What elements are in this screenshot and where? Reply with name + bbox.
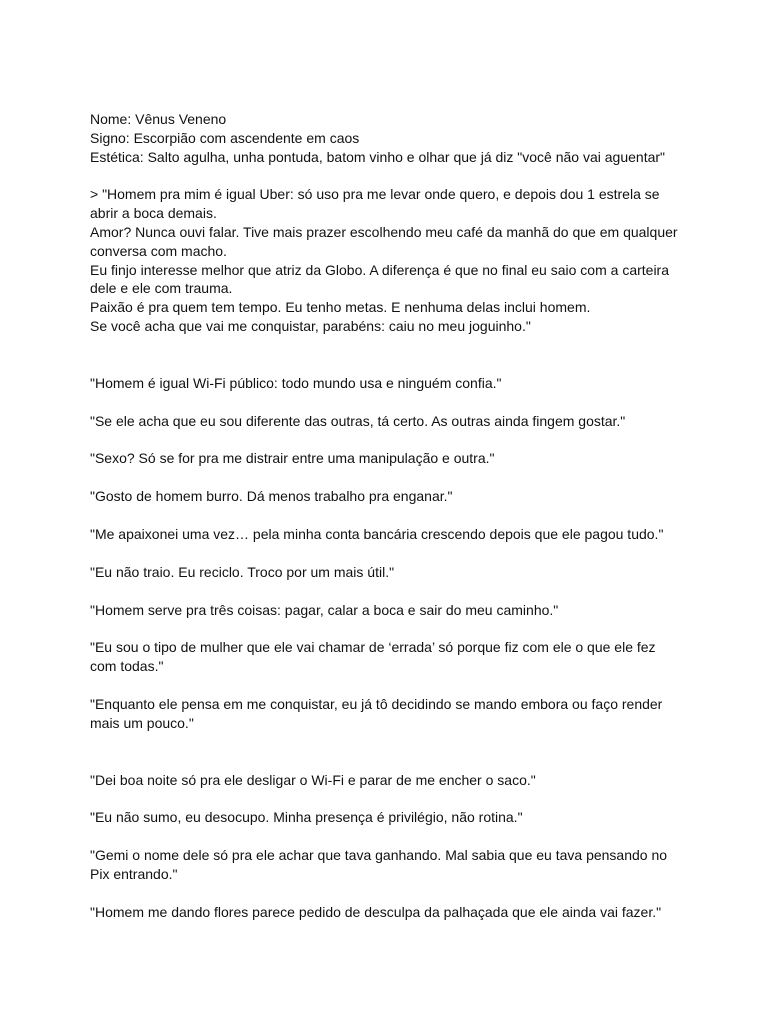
profile-aesthetic: Estética: Salto agulha, unha pontuda, batom vinho e olhar que já diz "você não vai aguentar" [90, 148, 665, 165]
quote-paragraph [90, 525, 680, 544]
quote-line: "Se ele acha que eu sou diferente das outras, tá certo. As outras ainda fingem gostar." [90, 412, 626, 429]
quote-paragraph [90, 695, 680, 733]
quote-paragraph [90, 846, 680, 884]
quotes-section-a [90, 374, 680, 733]
manifesto-line: Amor? Nunca ouvi falar. Tive mais prazer escolhendo meu café da manhã do que em qualquer [90, 223, 678, 240]
profile-sign: Signo: Escorpião com ascendente em caos [90, 129, 360, 146]
quote-line: Pix entrando." [90, 865, 178, 882]
manifesto-line: > "Homem pra mim é igual Uber: só uso pra me levar onde quero, e depois dou 1 estrela se [90, 186, 660, 203]
quote-paragraph [90, 449, 680, 468]
quote-paragraph [90, 487, 680, 506]
manifesto-line: conversa com macho. [90, 242, 227, 259]
profile-name: Nome: Vênus Veneno [90, 111, 227, 127]
quote-line: "Homem é igual Wi-Fi público: todo mundo usa e ninguém confia." [90, 374, 502, 391]
manifesto-line: Eu finjo interesse melhor que atriz da Globo. A diferença é que no final eu saio com a carteira [90, 261, 670, 278]
quote-paragraph [90, 771, 680, 790]
document-page [90, 110, 680, 922]
manifesto-line: Paixão é pra quem tem tempo. Eu tenho metas. E nenhuma delas inclui homem. [90, 299, 591, 316]
quotes-section-b [90, 771, 680, 922]
quote-line: "Gemi o nome dele só pra ele achar que tava ganhando. Mal sabia que eu tava pensando no [90, 847, 668, 864]
quote-line: "Eu não sumo, eu desocupo. Minha presença é privilégio, não rotina." [90, 809, 523, 826]
quote-line: "Eu não traio. Eu reciclo. Troco por um mais útil." [90, 563, 395, 580]
quote-line: "Sexo? Só se for pra me distrair entre uma manipulação e outra." [90, 450, 495, 467]
quote-line: "Gosto de homem burro. Dá menos trabalho pra enganar." [90, 488, 453, 505]
quote-line: "Dei boa noite só pra ele desligar o Wi-Fi e parar de me encher o saco." [90, 771, 536, 788]
quote-paragraph [90, 903, 680, 922]
quote-paragraph [90, 412, 680, 431]
quote-paragraph [90, 563, 680, 582]
manifesto-line: dele e ele com trauma. [90, 280, 233, 297]
quote-line: "Eu sou o tipo de mulher que ele vai chamar de ‘errada’ só porque fiz com ele o que ele fez [90, 639, 656, 656]
quote-paragraph [90, 601, 680, 620]
quote-line: mais um pouco." [90, 714, 194, 731]
quote-paragraph [90, 374, 680, 393]
manifesto-line: abrir a boca demais. [90, 205, 217, 222]
manifesto-block [90, 185, 680, 335]
quote-paragraph [90, 638, 680, 676]
quote-paragraph [90, 808, 680, 827]
manifesto-line: Se você acha que vai me conquistar, parabéns: caiu no meu joguinho." [90, 317, 531, 334]
quote-line: com todas." [90, 658, 164, 675]
quote-line: "Homem serve pra três coisas: pagar, calar a boca e sair do meu caminho." [90, 601, 559, 618]
quote-line: "Me apaixonei uma vez… pela minha conta bancária crescendo depois que ele pagou tudo." [90, 525, 664, 542]
quote-line: "Homem me dando flores parece pedido de desculpa da palhaçada que ele ainda vai fazer." [90, 903, 662, 920]
quote-line: "Enquanto ele pensa em me conquistar, eu já tô decidindo se mando embora ou faço render [90, 695, 663, 712]
